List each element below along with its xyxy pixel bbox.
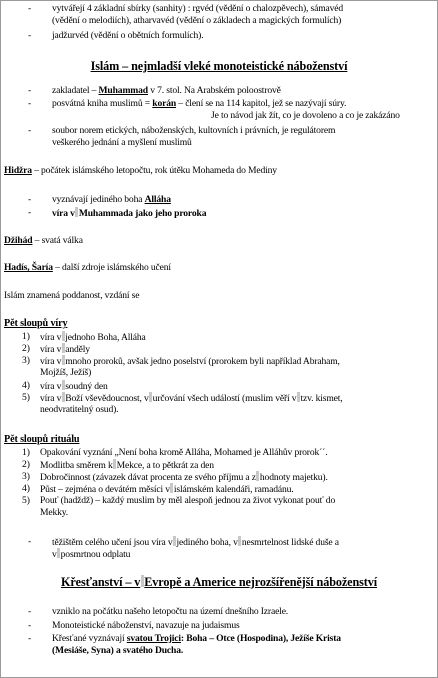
- faith-item-2-b: anděly: [65, 344, 90, 355]
- faith-item-3-cont: Mojžíš, Ježíš): [40, 367, 92, 378]
- allah-label: vyznávají jediného boha: [52, 194, 145, 205]
- prophet-a: víra v: [52, 208, 75, 219]
- hidzra-line: [4, 165, 277, 176]
- intro-line-2: (vědění o melodiích), atharvavéd (vědění o základech a magických formulích): [52, 15, 342, 26]
- faith-item-1-b: jednoho Boha, Alláha: [65, 332, 146, 343]
- christianity-heading: [1, 575, 437, 589]
- bullet-dash: -: [28, 207, 32, 218]
- intro-line-3: jadžurvéd (vědění o obětních formulích).: [52, 30, 204, 41]
- list-number: 3): [22, 471, 30, 482]
- ritual-item-4-a: Půst – zejména o devátém měsíci v: [40, 484, 170, 495]
- list-number: 4): [22, 380, 30, 391]
- dzihad-term: Džihád: [4, 235, 33, 246]
- christianity-heading-b: Evropě a Americe nejrozšířenější náboženství: [144, 575, 378, 589]
- ritual-note-2: [52, 548, 130, 560]
- faith-item-3: [40, 355, 340, 367]
- ritual-note-e: posmrtnou odplatu: [60, 549, 131, 560]
- dzihad-text: – svatá válka: [32, 235, 83, 246]
- ritual-item-3: [40, 471, 328, 483]
- ritual-item-2-b: Mekce, a to pětkrát za den: [116, 460, 214, 471]
- list-number: 3): [22, 355, 30, 366]
- ritual-note-d: v: [52, 549, 57, 560]
- hadis-term: Hadís, Šaría: [4, 262, 53, 273]
- trinity-label: Křesťané vyznávají: [52, 633, 127, 644]
- bullet-dash: -: [28, 633, 32, 644]
- faith-item-4-b: soudný den: [65, 381, 108, 392]
- prophet-b: Muhammada jako jeho proroka: [78, 208, 207, 219]
- allah-name: Alláha: [144, 194, 171, 205]
- intro-line-1: vytvářejí 4 základní sbírky (sanhity) : rgvéd (vědění o chalozpěvech), sámavéd: [52, 3, 344, 14]
- ritual-item-5: Pouť (hadždž) – každý muslim by měl alespoň jednou za život vykonat pouť do: [40, 495, 336, 506]
- ritual-item-5-cont: Mekky.: [40, 507, 69, 518]
- founder-label: zakladatel –: [52, 85, 99, 96]
- hadis-text: – další zdroje islámského učení: [52, 262, 171, 273]
- faith-item-2-a: víra v: [40, 344, 62, 355]
- list-number: 1): [22, 447, 30, 458]
- faith-item-3-b: mnoho proroků, avšak jedno poselství (prorokem byli například Abraham,: [65, 356, 340, 367]
- dzihad-line: [4, 235, 83, 246]
- bullet-dash: -: [28, 30, 32, 41]
- faith-item-1: [40, 331, 146, 343]
- hadis-line: [4, 262, 171, 273]
- faith-item-5-cont: neodvratitelný osud).: [40, 404, 119, 415]
- ritual-item-4-b: islámském kalendáři, ramadánu.: [173, 484, 294, 495]
- faith-item-4: [40, 380, 108, 392]
- bullet-dash: -: [28, 606, 32, 617]
- list-number: 5): [22, 495, 30, 506]
- faith-item-1-a: víra v: [40, 332, 62, 343]
- ritual-note-c: nesmrtelnost lidské duše a: [241, 537, 339, 548]
- bullet-dash: -: [28, 3, 32, 14]
- pillars-ritual-title: Pět sloupů rituálu: [4, 434, 80, 445]
- christianity-item-2: Monoteistické náboženství, navazuje na judaismus: [52, 620, 240, 631]
- founder-detail: v 7. stol. Na Arabském poloostrově: [147, 85, 281, 96]
- trinity-term: svatou Trojici: [126, 633, 181, 644]
- faith-item-5-d: tzv. kismet,: [300, 393, 343, 404]
- ritual-note-b: jediného boha, v: [176, 537, 238, 548]
- bullet-dash: -: [28, 194, 32, 205]
- ritual-item-3-b: hodnoty majetku).: [259, 472, 328, 483]
- list-number: 2): [22, 343, 30, 354]
- list-number: 1): [22, 331, 30, 342]
- faith-item-5: [40, 392, 343, 404]
- faith-item-5-c: určování všech událostí (muslim věří v: [152, 393, 297, 404]
- founder-line: [52, 85, 281, 96]
- holy-book-detail: – člení se na 114 kapitol, jež se nazývají súry.: [176, 98, 347, 109]
- holy-book-line: [52, 98, 346, 109]
- list-number: 5): [22, 392, 30, 403]
- holy-book-label: posvátná kniha muslimů =: [52, 98, 153, 109]
- pillars-faith-title: Pět sloupů víry: [4, 318, 68, 329]
- prophet-line: [52, 207, 206, 219]
- faith-item-3-a: víra v: [40, 356, 62, 367]
- trinity-detail: : Boha – Otce (Hospodina), Ježíše Krista: [180, 633, 341, 644]
- founder-name: Muhammad: [98, 85, 148, 96]
- norms-line-2: veškerého jednání a myšlení muslimů: [52, 137, 192, 148]
- allah-line: [52, 194, 171, 205]
- hidzra-text: – počátek islámského letopočtu, rok útěku Mohameda do Mediny: [31, 165, 277, 176]
- islam-meaning: Islám znamená poddanost, vzdání se: [4, 290, 140, 301]
- holy-book-name: korán: [152, 98, 177, 109]
- faith-item-5-a: víra v: [40, 393, 62, 404]
- islam-heading: Islám – nejmladší vleké monoteistické náboženství: [90, 59, 348, 73]
- norms-line-1: soubor norem etických, náboženských, kultovních i právních, je regulátorem: [52, 125, 336, 136]
- christianity-heading-a: Křesťanství – v: [60, 575, 141, 589]
- christianity-item-3-cont: (Mesiáše, Syna) a svatého Ducha.: [52, 645, 184, 656]
- ritual-note-1: [52, 536, 339, 548]
- hidzra-term: Hidžra: [4, 165, 32, 176]
- list-number: 2): [22, 459, 30, 470]
- faith-item-4-a: víra v: [40, 381, 62, 392]
- ritual-item-3-a: Dobročinnost (závazek dávat procenta ze svého příjmu a z: [40, 472, 256, 483]
- bullet-dash: -: [28, 536, 32, 547]
- bullet-dash: -: [28, 98, 32, 109]
- ritual-item-4: [40, 483, 294, 495]
- ritual-item-2-a: Modlitba směrem k: [40, 460, 113, 471]
- bullet-dash: -: [28, 85, 32, 96]
- bullet-dash: -: [28, 125, 32, 136]
- faith-item-5-b: Boží vševědoucnost, v: [65, 393, 149, 404]
- christianity-item-3: [52, 633, 341, 644]
- ritual-note-a: těžištěm celého učení jsou víra v: [52, 537, 173, 548]
- bullet-dash: -: [28, 620, 32, 631]
- ritual-item-2: [40, 459, 214, 471]
- holy-book-cont: Je to návod jak žít, co je dovoleno a co je zakázáno: [211, 110, 400, 121]
- faith-item-2: [40, 343, 90, 355]
- ritual-item-1: Opakování vyznání „Není boha kromě Alláha, Mohamed je Alláhův prorok´´.: [40, 447, 328, 458]
- list-number: 4): [22, 483, 30, 494]
- christianity-item-1: vzniklo na počátku našeho letopočtu na území dnešního Izraele.: [52, 606, 289, 617]
